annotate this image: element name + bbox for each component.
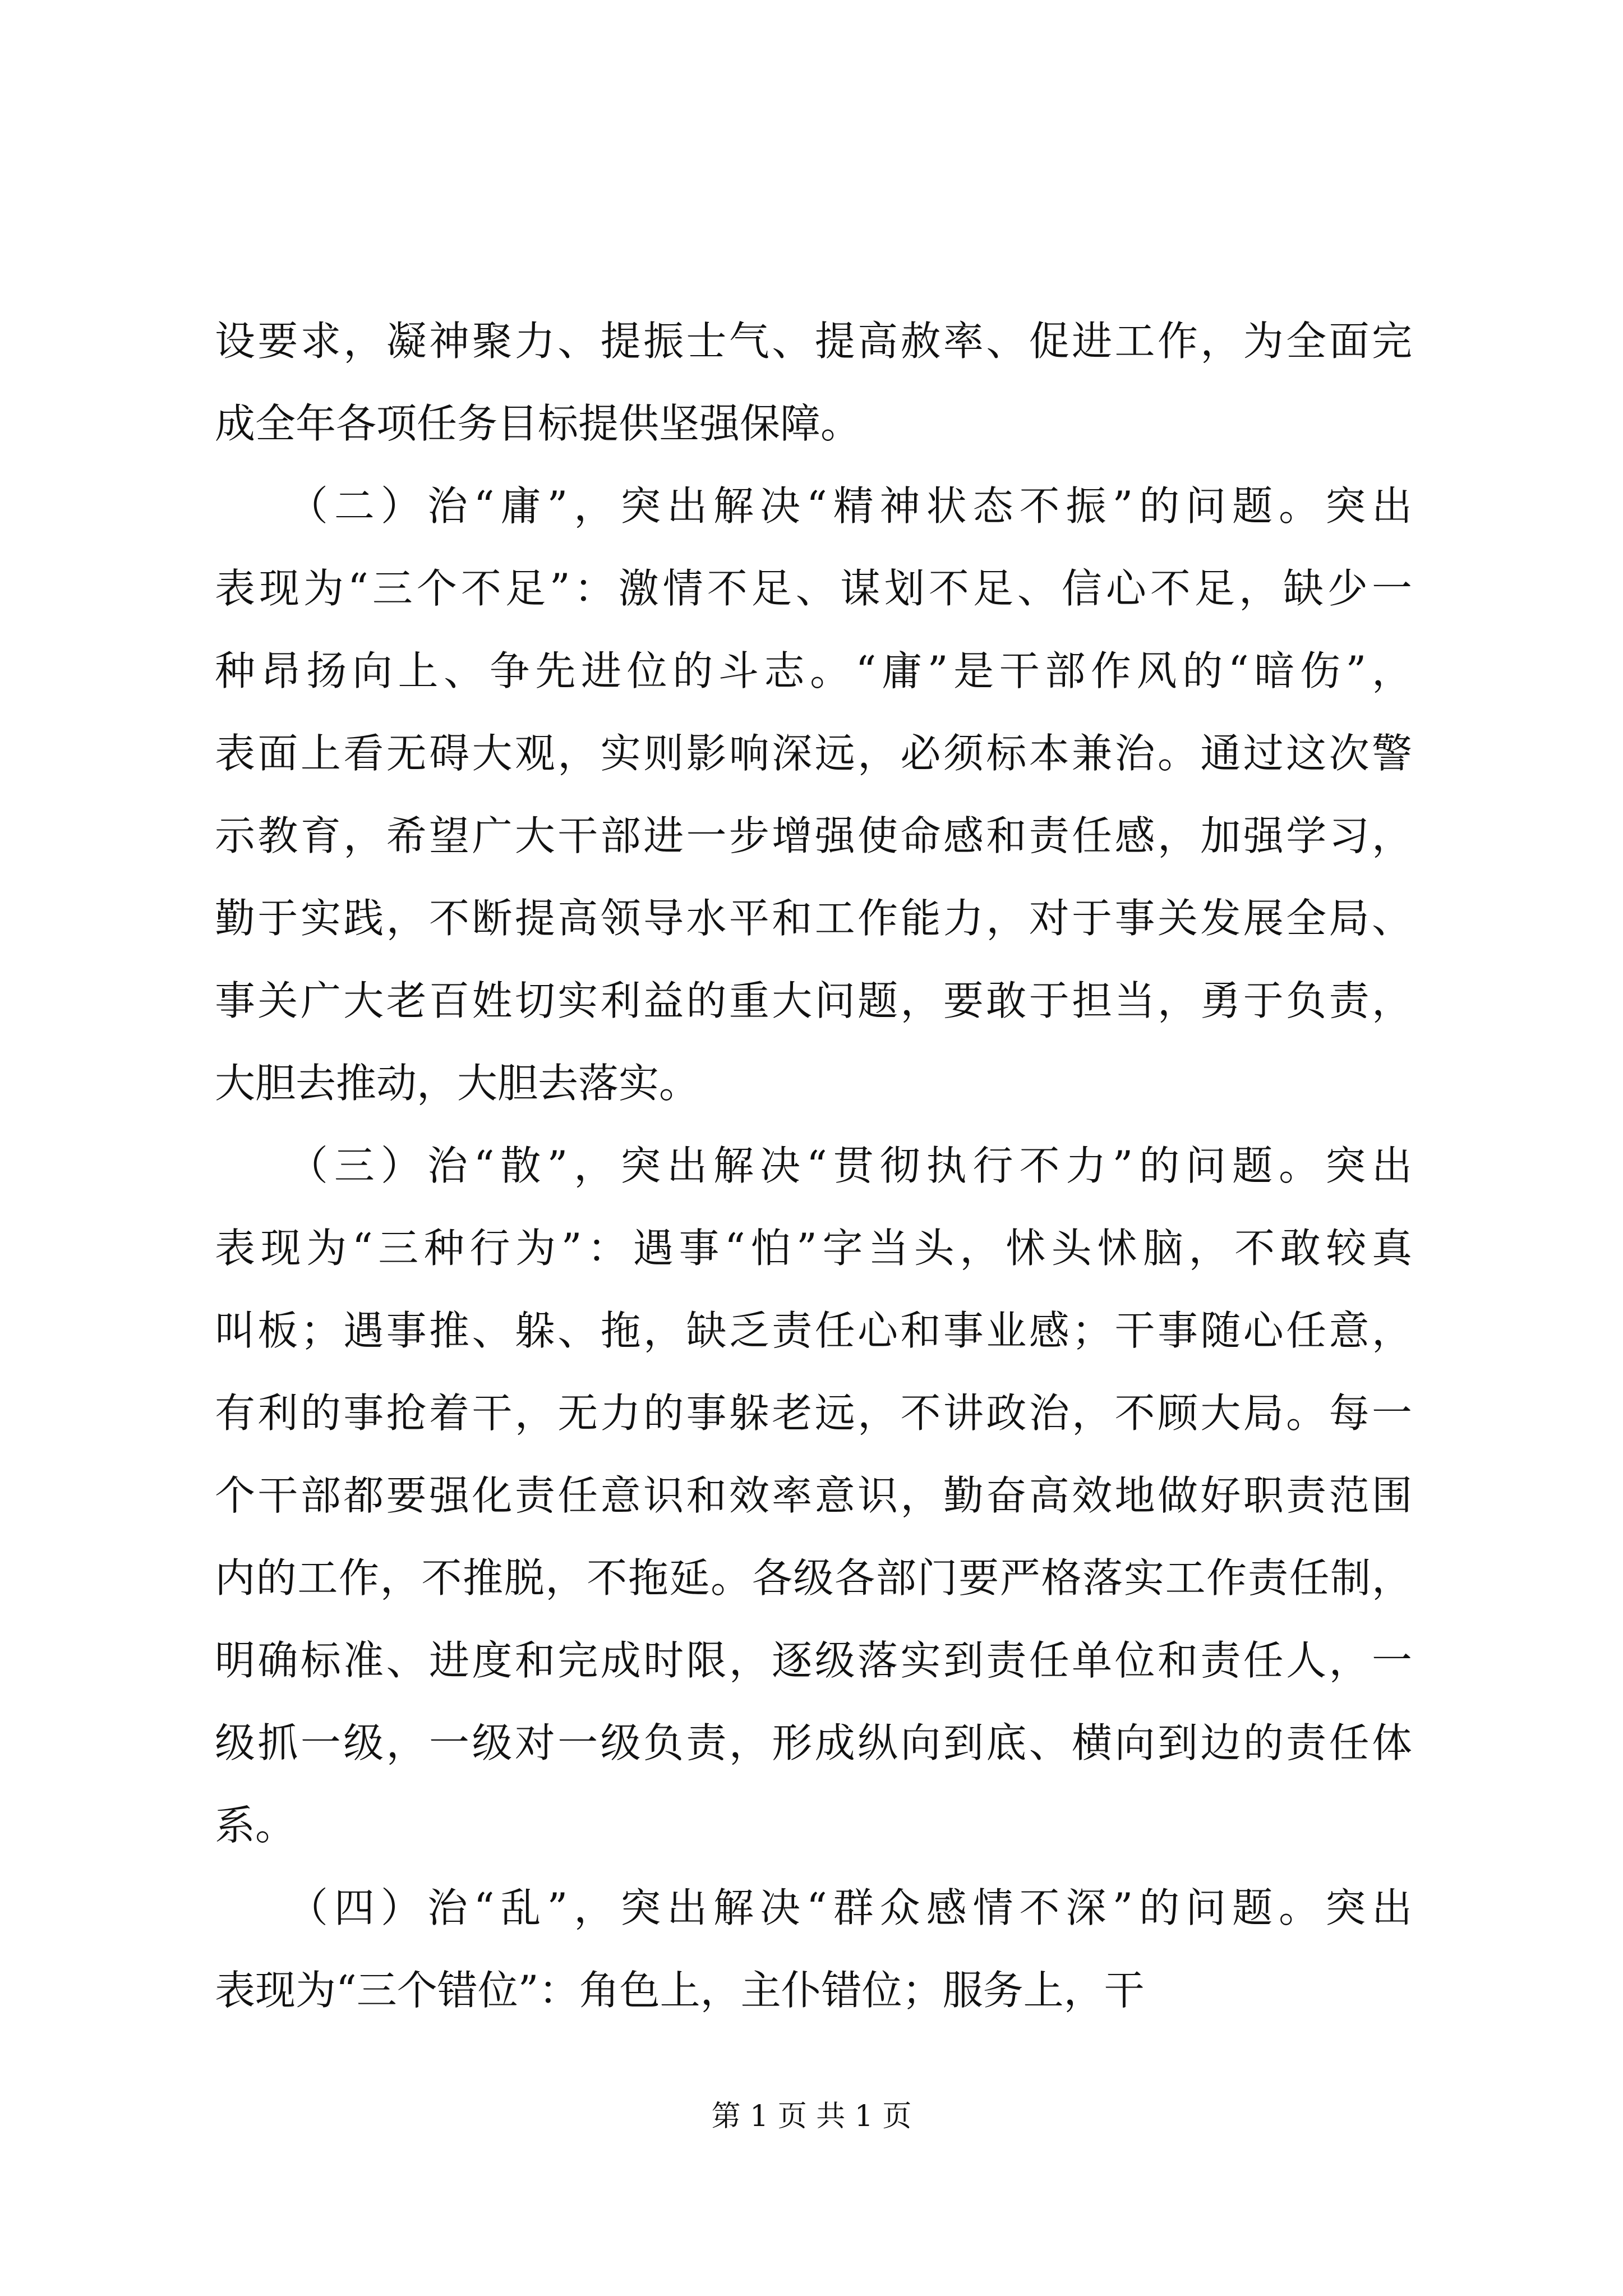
text-line: 表现为“三种行为”：遇事“怕”字当头，怵头怵脑，不敢较真	[215, 1225, 1412, 1272]
text-line: （四）治“乱”，突出解决“群众感情不深”的问题。突出	[215, 1884, 1412, 1931]
text-line: （三）治“散”，突出解决“贯彻执行不力”的问题。突出	[215, 1142, 1412, 1189]
document-body	[215, 300, 1412, 2032]
text-line: 有利的事抢着干，无力的事躲老远，不讲政治，不顾大局。每一	[215, 1389, 1412, 1437]
text-line: 内的工作，不推脱，不拖延。各级各部门要严格落实工作责任制，	[215, 1554, 1412, 1602]
text-line: 叫板；遇事推、躲、拖，缺乏责任心和事业感；干事随心任意，	[215, 1307, 1412, 1354]
text-line: 个干部都要强化责任意识和效率意识，勤奋高效地做好职责范围	[215, 1472, 1412, 1519]
text-line: 表现为“三个错位”：角色上，主仆错位；服务上，干	[215, 1967, 1145, 2014]
text-line: 系。	[215, 1802, 296, 1849]
page-number-label: 第 1 页 共 1 页	[711, 2100, 912, 2133]
text-line: 事关广大老百姓切实利益的重大问题，要敢于担当，勇于负责，	[215, 977, 1412, 1024]
text-line: 表面上看无碍大观，实则影响深远，必须标本兼治。通过这次警	[215, 730, 1412, 777]
text-line: 设要求，凝神聚力、提振士气、提高赦率、促进工作，为全面完	[215, 318, 1412, 365]
text-line: 明确标准、进度和完成时限，逐级落实到责任单位和责任人，一	[215, 1637, 1412, 1684]
text-line: 成全年各项任务目标提供坚强保障。	[215, 400, 861, 447]
text-line: 勤于实践，不断提高领导水平和工作能力，对于事关发展全局、	[215, 895, 1412, 942]
text-line: 大胆去推动，大胆去落实。	[215, 1060, 700, 1107]
page-footer	[0, 2097, 1623, 2136]
text-line: 示教育，希望广大干部进一步增强使命感和责任感，加强学习，	[215, 812, 1412, 859]
text-line: 级抓一级，一级对一级负责，形成纵向到底、横向到边的责任体	[215, 1719, 1412, 1766]
text-line: 表现为“三个不足”：激情不足、谋划不足、信心不足，缺少一	[215, 565, 1412, 612]
text-line: 种昂扬向上、争先进位的斗志。“庸”是干部作风的“暗伤”，	[215, 647, 1412, 694]
text-line: （二）治“庸”，突出解决“精神状态不振”的问题。突出	[215, 482, 1412, 530]
